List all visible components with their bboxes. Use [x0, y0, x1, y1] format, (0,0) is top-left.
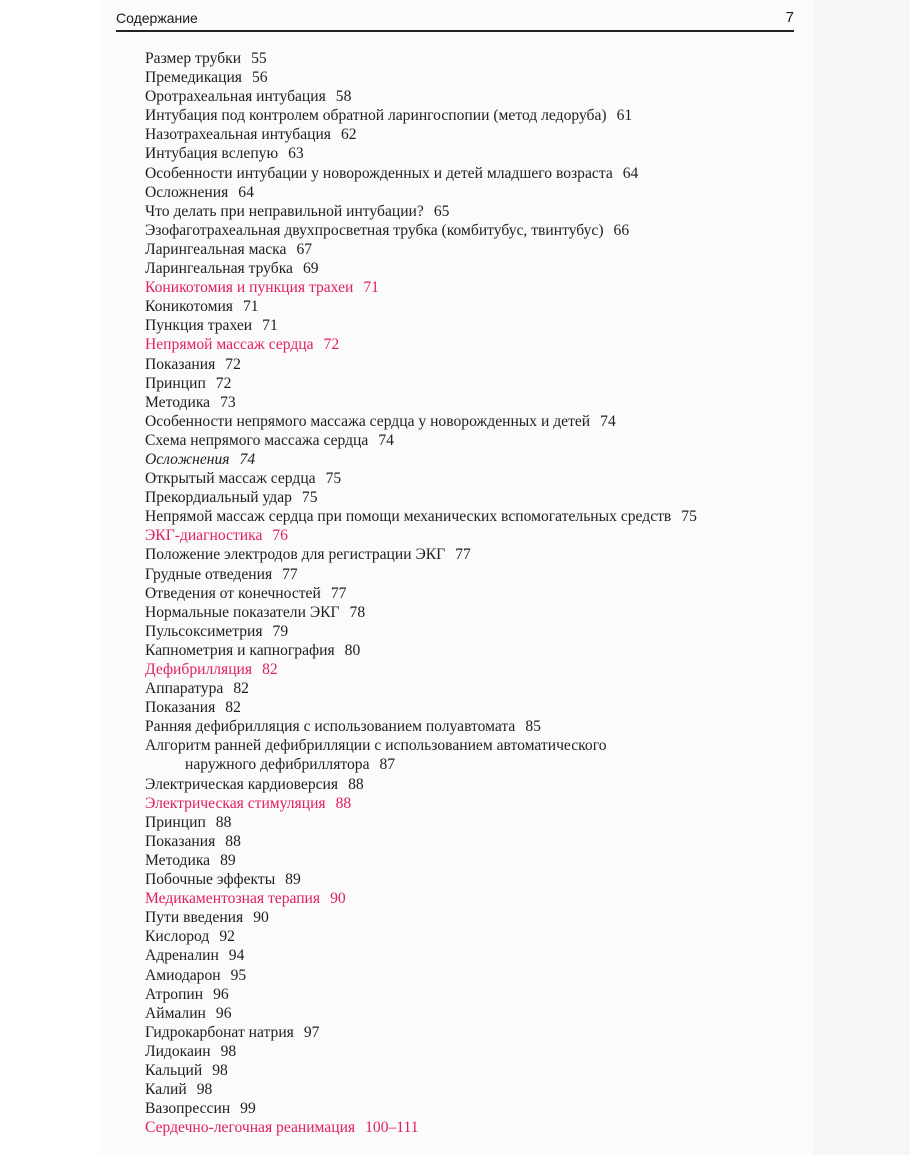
toc-entry-title: Особенности непрямого массажа сердца у новорожденных и детей	[145, 412, 591, 430]
toc-entry-page: 55	[251, 50, 267, 67]
toc-entry-page: 99	[240, 1100, 256, 1118]
toc-entry[interactable]	[145, 87, 785, 106]
toc-entry-page: 90	[253, 909, 269, 927]
toc-entry-title: Ларингеальная трубка	[145, 260, 293, 278]
toc-entry[interactable]	[145, 1023, 785, 1042]
toc-entry-title: Оротрахеальная интубация	[145, 88, 326, 106]
toc-entry-title: Показания	[145, 699, 216, 717]
toc-entry-page: 61	[616, 107, 633, 125]
toc-section-heading[interactable]	[145, 794, 785, 813]
toc-entry[interactable]	[145, 813, 785, 832]
toc-entry-page: 76	[272, 527, 288, 545]
toc-entry-page: 75	[681, 508, 697, 526]
toc-entry-page: 88	[335, 794, 352, 812]
toc-entry-title: Методика	[145, 393, 211, 411]
toc-entry-page: 56	[251, 69, 268, 87]
toc-entry-title: Пульсоксиметрия	[145, 622, 263, 640]
toc-entry[interactable]	[145, 297, 785, 316]
toc-entry-page: 67	[296, 240, 313, 258]
toc-entry-title: Нормальные показатели ЭКГ	[145, 603, 340, 621]
toc-entry-title: Коникотомия	[145, 298, 233, 316]
toc-entry-title: Эзофаготрахеальная двухпросветная трубка (комбитубус, твинтубус)	[145, 221, 604, 239]
toc-entry-page: 75	[301, 489, 318, 507]
toc-entry[interactable]	[145, 488, 785, 507]
toc-entry-page: 87	[379, 756, 396, 774]
toc-entry-page: 77	[455, 546, 471, 564]
toc-entry[interactable]	[145, 736, 785, 774]
toc-entry[interactable]	[145, 985, 785, 1004]
toc-entry-page: 89	[220, 851, 236, 869]
toc-entry-title: Атропин	[145, 985, 204, 1003]
toc-entry-title: Принцип	[145, 813, 206, 831]
table-of-contents	[145, 49, 785, 1137]
toc-entry-title: Интубация вслепую	[145, 145, 279, 163]
toc-entry-title: Ларингеальная маска	[145, 240, 287, 258]
toc-section-heading[interactable]	[145, 889, 785, 908]
toc-entry[interactable]	[145, 851, 785, 870]
toc-entry-title: Электрическая кардиоверсия	[145, 775, 339, 793]
toc-entry-title: Амиодарон	[145, 966, 221, 984]
toc-entry[interactable]	[145, 584, 785, 603]
toc-entry-page: 79	[272, 622, 289, 640]
toc-entry[interactable]	[145, 183, 785, 202]
toc-entry[interactable]	[145, 125, 785, 144]
toc-entry-page: 100–111	[365, 1119, 419, 1137]
toc-entry[interactable]	[145, 1061, 785, 1080]
toc-entry[interactable]	[145, 698, 785, 717]
toc-entry[interactable]	[145, 68, 785, 87]
toc-entry[interactable]	[145, 221, 785, 240]
toc-entry-title: Алгоритм ранней дефибрилляции с использованием автоматического	[145, 737, 607, 755]
toc-entry-title: Вазопрессин	[145, 1100, 231, 1118]
toc-entry[interactable]	[145, 469, 785, 488]
toc-entry-page: 92	[219, 928, 235, 946]
toc-entry[interactable]	[145, 603, 785, 622]
running-header	[116, 6, 794, 32]
toc-entry-title-continuation	[145, 755, 785, 774]
toc-entry[interactable]	[145, 545, 785, 564]
toc-section-heading[interactable]	[145, 660, 785, 679]
toc-entry-title: Капнометрия и капнография	[145, 641, 335, 659]
toc-entry-page: 77	[282, 565, 298, 583]
toc-section-heading[interactable]	[145, 1118, 785, 1137]
toc-entry-page: 74	[600, 412, 616, 430]
toc-entry-page: 69	[302, 260, 319, 278]
toc-entry-page: 75	[325, 470, 342, 488]
toc-entry-title: Что делать при неправильной интубации?	[145, 202, 424, 220]
toc-entry-title: Осложнения	[145, 450, 230, 468]
page-margin	[813, 0, 910, 1155]
toc-entry-page: 65	[433, 202, 450, 220]
toc-entry-page: 96	[213, 985, 229, 1003]
toc-entry-page: 98	[212, 1061, 228, 1079]
toc-entry-page: 64	[622, 164, 639, 182]
toc-entry[interactable]	[145, 1099, 785, 1118]
toc-entry[interactable]	[145, 622, 785, 641]
toc-entry-title: Премедикация	[145, 69, 242, 87]
toc-entry[interactable]	[145, 1004, 785, 1023]
toc-entry-title: Открытый массаж сердца	[145, 470, 316, 488]
toc-entry[interactable]	[145, 450, 785, 469]
header-rule	[116, 30, 794, 32]
toc-entry-page: 97	[303, 1023, 320, 1041]
toc-entry-page: 98	[220, 1042, 237, 1060]
toc-entry[interactable]	[145, 259, 785, 278]
toc-entry-page: 80	[344, 641, 361, 659]
page-number: 7	[785, 9, 794, 26]
toc-entry-page: 64	[238, 183, 254, 201]
toc-entry-page: 90	[330, 890, 346, 908]
toc-entry-page: 82	[233, 680, 249, 698]
toc-entry-page: 88	[215, 813, 232, 831]
toc-entry-title: Методика	[145, 851, 211, 869]
toc-entry[interactable]	[145, 946, 785, 965]
toc-entry[interactable]	[145, 870, 785, 889]
toc-entry-title: Назотрахеальная интубация	[145, 126, 331, 144]
toc-entry-page: 82	[225, 699, 241, 717]
toc-entry[interactable]	[145, 355, 785, 374]
toc-entry-page: 72	[215, 374, 232, 392]
toc-entry[interactable]	[145, 393, 785, 412]
toc-entry-title: Схема непрямого массажа сердца	[145, 431, 369, 449]
toc-entry-page: 74	[378, 431, 394, 449]
toc-entry[interactable]	[145, 49, 785, 68]
toc-entry-title: Пути введения	[145, 909, 244, 927]
toc-entry[interactable]	[145, 966, 785, 985]
toc-section-heading[interactable]	[145, 278, 785, 297]
toc-entry-page: 88	[225, 832, 241, 850]
toc-entry-title: Непрямой массаж сердца при помощи механических вспомогательных средств	[145, 508, 672, 526]
toc-entry-title: Дефибрилляция	[145, 661, 253, 678]
toc-entry-page: 71	[363, 279, 379, 297]
toc-entry-title: Отведения от конечностей	[145, 584, 321, 602]
toc-entry-page: 82	[262, 661, 278, 678]
toc-entry-title: Интубация под контролем обратной ларингоспопии (метод ледоруба)	[145, 107, 607, 125]
toc-entry-title: Коникотомия и пункция трахеи	[145, 279, 354, 297]
toc-section-heading[interactable]	[145, 526, 785, 545]
toc-entry-title: Особенности интубации у новорожденных и детей младшего возраста	[145, 164, 613, 182]
toc-entry-title: Гидрокарбонат натрия	[145, 1023, 294, 1041]
toc-entry-title: Грудные отведения	[145, 565, 273, 583]
toc-entry-title: Показания	[145, 832, 216, 850]
toc-entry-title: Положение электродов для регистрации ЭКГ	[145, 546, 446, 564]
toc-entry-page: 62	[340, 126, 357, 144]
toc-entry-title: Электрическая стимуляция	[145, 794, 326, 812]
toc-entry[interactable]	[145, 202, 785, 221]
toc-entry-title: Пункция трахеи	[145, 317, 253, 335]
toc-entry-page: 96	[215, 1004, 232, 1022]
toc-entry[interactable]	[145, 927, 785, 946]
toc-entry-title: Аймалин	[145, 1004, 206, 1022]
toc-entry-title: Принцип	[145, 374, 206, 392]
toc-entry[interactable]	[145, 374, 785, 393]
toc-entry[interactable]	[145, 1042, 785, 1061]
toc-entry-title: Показания	[145, 355, 216, 373]
toc-entry[interactable]	[145, 507, 785, 526]
toc-entry-title: Размер трубки	[145, 50, 242, 67]
toc-entry-page: 73	[220, 393, 236, 411]
toc-entry-page: 71	[242, 298, 259, 316]
toc-entry-title: Медикаментозная терапия	[145, 890, 321, 908]
toc-entry[interactable]	[145, 717, 785, 736]
toc-entry[interactable]	[145, 641, 785, 660]
toc-entry-title: Аппаратура	[145, 680, 224, 698]
toc-entry-page: 77	[330, 584, 347, 602]
toc-entry-page: 63	[288, 145, 304, 163]
toc-entry[interactable]	[145, 908, 785, 927]
toc-entry-page: 89	[285, 871, 301, 889]
toc-entry-title: Кальций	[145, 1061, 203, 1079]
toc-entry-title: Непрямой массаж сердца	[145, 336, 314, 354]
toc-entry-page: 72	[225, 355, 241, 373]
toc-entry-title: Побочные эффекты	[145, 871, 276, 889]
toc-entry-title-cont-text: наружного дефибриллятора	[185, 756, 370, 774]
toc-entry[interactable]	[145, 431, 785, 450]
toc-entry-title: Ранняя дефибрилляция с использованием полуавтомата	[145, 718, 516, 736]
toc-entry-page: 72	[323, 336, 340, 354]
toc-entry-title: Адреналин	[145, 947, 219, 965]
toc-entry[interactable]	[145, 832, 785, 851]
toc-entry-title: Калий	[145, 1081, 187, 1099]
toc-entry[interactable]	[145, 775, 785, 794]
toc-section-heading[interactable]	[145, 335, 785, 354]
toc-entry[interactable]	[145, 1080, 785, 1099]
toc-entry-title: Прекордиальный удар	[145, 489, 292, 507]
toc-entry-page: 58	[335, 88, 352, 106]
toc-entry[interactable]	[145, 316, 785, 335]
toc-entry-page: 88	[348, 775, 364, 793]
toc-entry-page: 98	[196, 1081, 213, 1099]
toc-entry-title: Лидокаин	[145, 1042, 211, 1060]
toc-entry[interactable]	[145, 106, 785, 125]
toc-entry-title: ЭКГ-диагностика	[145, 527, 263, 545]
toc-entry[interactable]	[145, 164, 785, 183]
toc-entry-page: 71	[262, 317, 278, 335]
toc-entry[interactable]	[145, 144, 785, 163]
toc-entry-page: 95	[230, 966, 247, 984]
running-header-title: Содержание	[116, 10, 198, 26]
toc-entry-title: Сердечно-легочная реанимация	[145, 1119, 356, 1137]
toc-entry[interactable]	[145, 565, 785, 584]
toc-entry[interactable]	[145, 412, 785, 431]
toc-entry-page: 94	[228, 947, 245, 965]
toc-entry-page: 74	[239, 450, 256, 468]
toc-entry-page: 78	[349, 603, 366, 621]
toc-entry-page: 66	[613, 221, 630, 239]
toc-entry-title: Кислород	[145, 928, 210, 946]
toc-entry[interactable]	[145, 240, 785, 259]
toc-entry-page: 85	[525, 718, 541, 736]
toc-entry-title: Осложнения	[145, 183, 229, 201]
toc-entry[interactable]	[145, 679, 785, 698]
